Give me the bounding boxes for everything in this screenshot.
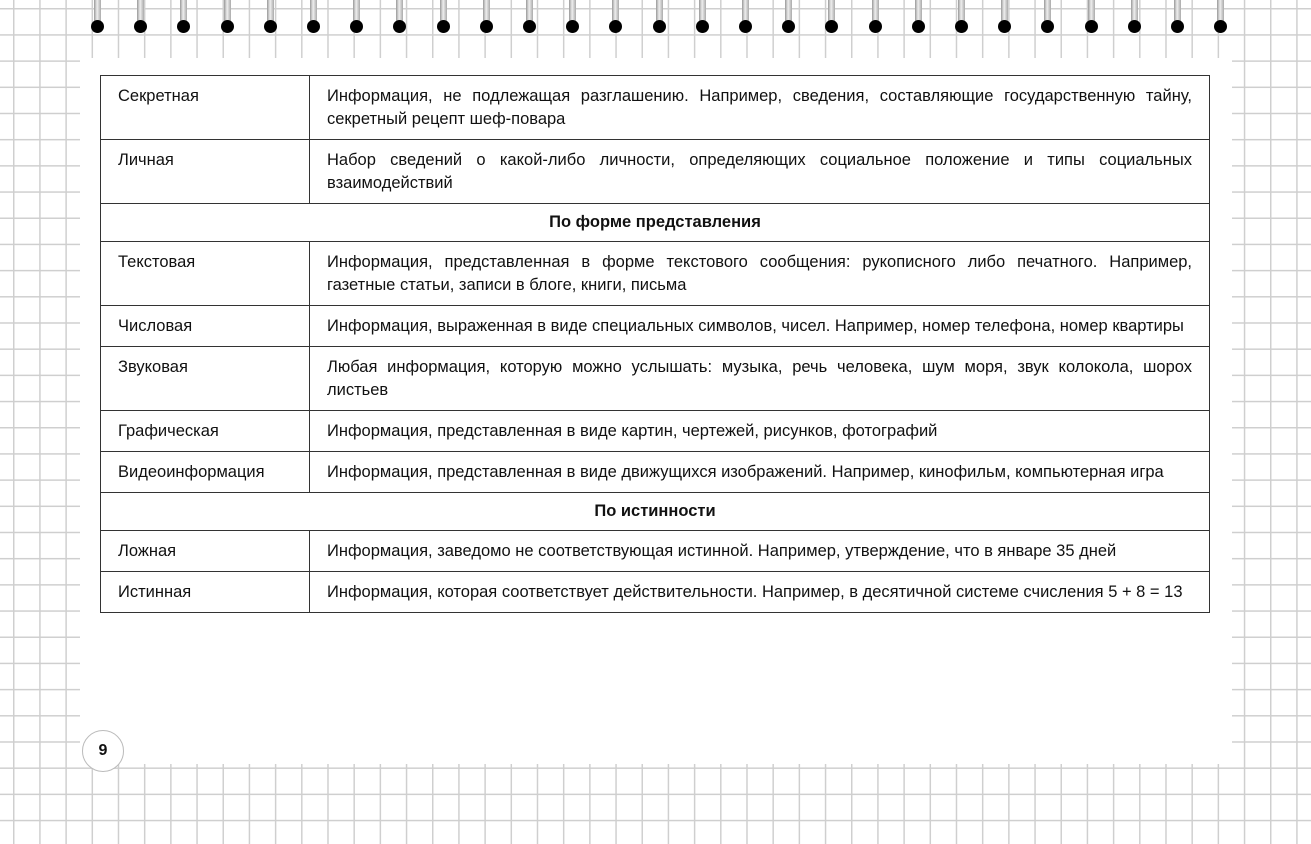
spiral-ring-icon bbox=[264, 0, 276, 34]
spiral-ring-icon bbox=[1041, 0, 1053, 34]
spiral-ring-icon bbox=[566, 0, 578, 34]
table-row bbox=[101, 306, 1210, 347]
description-cell: Информация, представленная в форме текстового сообщения: рукописного либо печатного. Например, газетные статьи, записи в блоге, книги, письма bbox=[310, 242, 1210, 306]
description-cell: Информация, не подлежащая разглашению. Например, сведения, составляющие государственную тайну, секретный рецепт шеф-повара bbox=[310, 76, 1210, 140]
section-header-row bbox=[101, 493, 1210, 531]
spiral-ring-icon bbox=[609, 0, 621, 34]
spiral-ring-icon bbox=[696, 0, 708, 34]
spiral-ring-icon bbox=[912, 0, 924, 34]
description-cell: Информация, представленная в виде движущихся изображений. Например, кинофильм, компьютерная игра bbox=[310, 452, 1210, 493]
table-row bbox=[101, 347, 1210, 411]
term-cell: Графическая bbox=[101, 411, 310, 452]
table-row bbox=[101, 452, 1210, 493]
table-row bbox=[101, 76, 1210, 140]
section-title: По форме представления bbox=[101, 204, 1210, 242]
spiral-ring-icon bbox=[739, 0, 751, 34]
term-cell: Личная bbox=[101, 140, 310, 204]
spiral-ring-icon bbox=[350, 0, 362, 34]
spiral-ring-icon bbox=[307, 0, 319, 34]
term-cell: Секретная bbox=[101, 76, 310, 140]
spiral-ring-icon bbox=[177, 0, 189, 34]
spiral-ring-icon bbox=[998, 0, 1010, 34]
section-title: По истинности bbox=[101, 493, 1210, 531]
spiral-ring-icon bbox=[1214, 0, 1226, 34]
table-row bbox=[101, 242, 1210, 306]
term-cell: Числовая bbox=[101, 306, 310, 347]
description-cell: Информация, выраженная в виде специальных символов, чисел. Например, номер телефона, номер квартиры bbox=[310, 306, 1210, 347]
table-row bbox=[101, 531, 1210, 572]
table-row bbox=[101, 411, 1210, 452]
spiral-ring-icon bbox=[437, 0, 449, 34]
term-cell: Ложная bbox=[101, 531, 310, 572]
spiral-ring-icon bbox=[955, 0, 967, 34]
description-cell: Информация, представленная в виде картин, чертежей, рисунков, фотографий bbox=[310, 411, 1210, 452]
spiral-ring-icon bbox=[1171, 0, 1183, 34]
spiral-ring-icon bbox=[134, 0, 146, 34]
description-cell: Информация, которая соответствует действительности. Например, в десятичной системе счисления 5 + 8 = 13 bbox=[310, 572, 1210, 613]
term-cell: Звуковая bbox=[101, 347, 310, 411]
term-cell: Истинная bbox=[101, 572, 310, 613]
term-cell: Текстовая bbox=[101, 242, 310, 306]
section-header-row bbox=[101, 204, 1210, 242]
spiral-ring-icon bbox=[653, 0, 665, 34]
spiral-ring-icon bbox=[1128, 0, 1140, 34]
spiral-ring-icon bbox=[869, 0, 881, 34]
spiral-ring-icon bbox=[825, 0, 837, 34]
page-number: 9 bbox=[82, 730, 124, 772]
spiral-ring-icon bbox=[91, 0, 103, 34]
spiral-ring-icon bbox=[523, 0, 535, 34]
spiral-ring-icon bbox=[1085, 0, 1097, 34]
term-cell: Видеоинформация bbox=[101, 452, 310, 493]
description-cell: Любая информация, которую можно услышать: музыка, речь человека, шум моря, звук колокола, шорох листьев bbox=[310, 347, 1210, 411]
description-cell: Набор сведений о какой-либо личности, определяющих социальное положение и типы социальных взаимодействий bbox=[310, 140, 1210, 204]
spiral-ring-icon bbox=[782, 0, 794, 34]
table-row bbox=[101, 572, 1210, 613]
info-types-table bbox=[100, 75, 1210, 613]
spiral-ring-icon bbox=[480, 0, 492, 34]
table-row bbox=[101, 140, 1210, 204]
spiral-ring-icon bbox=[393, 0, 405, 34]
spiral-ring-icon bbox=[221, 0, 233, 34]
description-cell: Информация, заведомо не соответствующая истинной. Например, утверждение, что в январе 35 дней bbox=[310, 531, 1210, 572]
